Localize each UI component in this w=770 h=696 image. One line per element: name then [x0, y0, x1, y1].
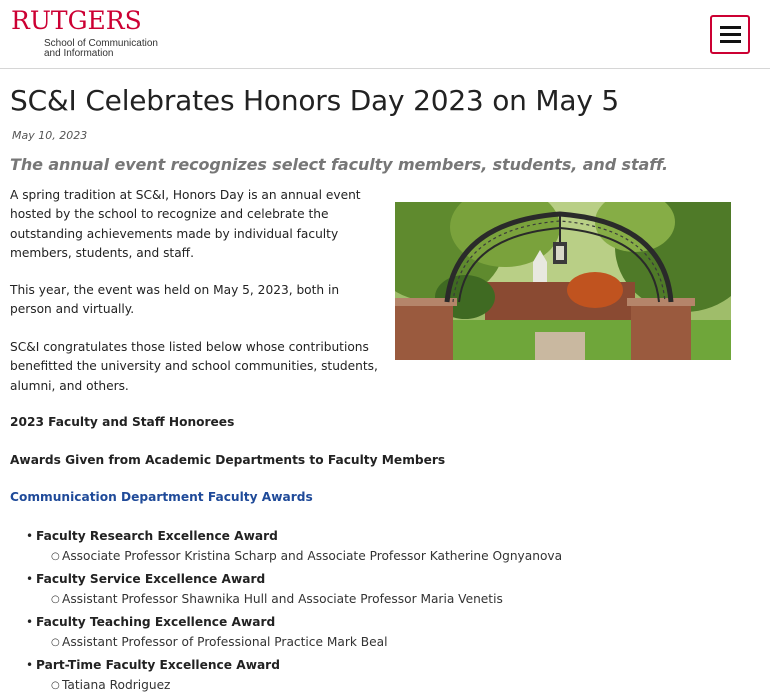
campus-gate-photo	[395, 202, 731, 360]
article-title: SC&I Celebrates Honors Day 2023 on May 5	[10, 84, 620, 117]
honorees-heading: 2023 Faculty and Staff Honorees	[10, 415, 235, 429]
site-header	[0, 0, 770, 69]
award-honoree: Assistant Professor Shawnika Hull and Associate Professor Maria Venetis	[62, 592, 503, 606]
article-paragraph: A spring tradition at SC&I, Honors Day is an annual event hosted by the school to recognize and celebrate the outstanding achievements made by individual faculty members, students, and staff.	[10, 188, 361, 260]
circle-bullet-icon: ○	[51, 594, 60, 605]
circle-bullet-icon: ○	[51, 551, 60, 562]
circle-bullet-icon: ○	[51, 637, 60, 648]
article-date: May 10, 2023	[12, 129, 88, 142]
article-subtitle: The annual event recognizes select faculty members, students, and staff.	[10, 155, 669, 174]
award-name: Faculty Service Excellence Award	[36, 572, 266, 586]
circle-bullet-icon: ○	[51, 680, 60, 691]
award-name: Part-Time Faculty Excellence Award	[36, 658, 280, 672]
award-honoree: Assistant Professor of Professional Practice Mark Beal	[62, 635, 388, 649]
award-name: Faculty Teaching Excellence Award	[36, 615, 276, 629]
logo-wordmark: RUTGERS	[11, 6, 142, 35]
award-honoree: Associate Professor Kristina Scharp and Associate Professor Katherine Ognyanova	[62, 549, 563, 563]
menu-button[interactable]	[710, 15, 750, 54]
awards-heading: Awards Given from Academic Departments to Faculty Members	[10, 453, 446, 467]
bullet-icon: •	[26, 529, 34, 543]
logo-subtitle-line2: and Information	[44, 48, 114, 59]
logo-subtitle-line1: School of Communication	[44, 38, 158, 49]
award-name: Faculty Research Excellence Award	[36, 529, 278, 543]
award-honoree: Tatiana Rodriguez	[62, 678, 171, 692]
communication-department-link[interactable]: Communication Department Faculty Awards	[10, 490, 313, 504]
bullet-icon: •	[26, 658, 34, 672]
article-paragraph: SC&I congratulates those listed below whose contributions benefitted the university and school communities, students, alumni, and others.	[10, 340, 378, 393]
rutgers-sci-logo[interactable]	[11, 8, 156, 60]
logo-subtitle	[44, 39, 164, 59]
bullet-icon: •	[26, 615, 34, 629]
article-paragraph: This year, the event was held on May 5, 2023, both in person and virtually.	[10, 283, 340, 317]
bullet-icon: •	[26, 572, 34, 586]
